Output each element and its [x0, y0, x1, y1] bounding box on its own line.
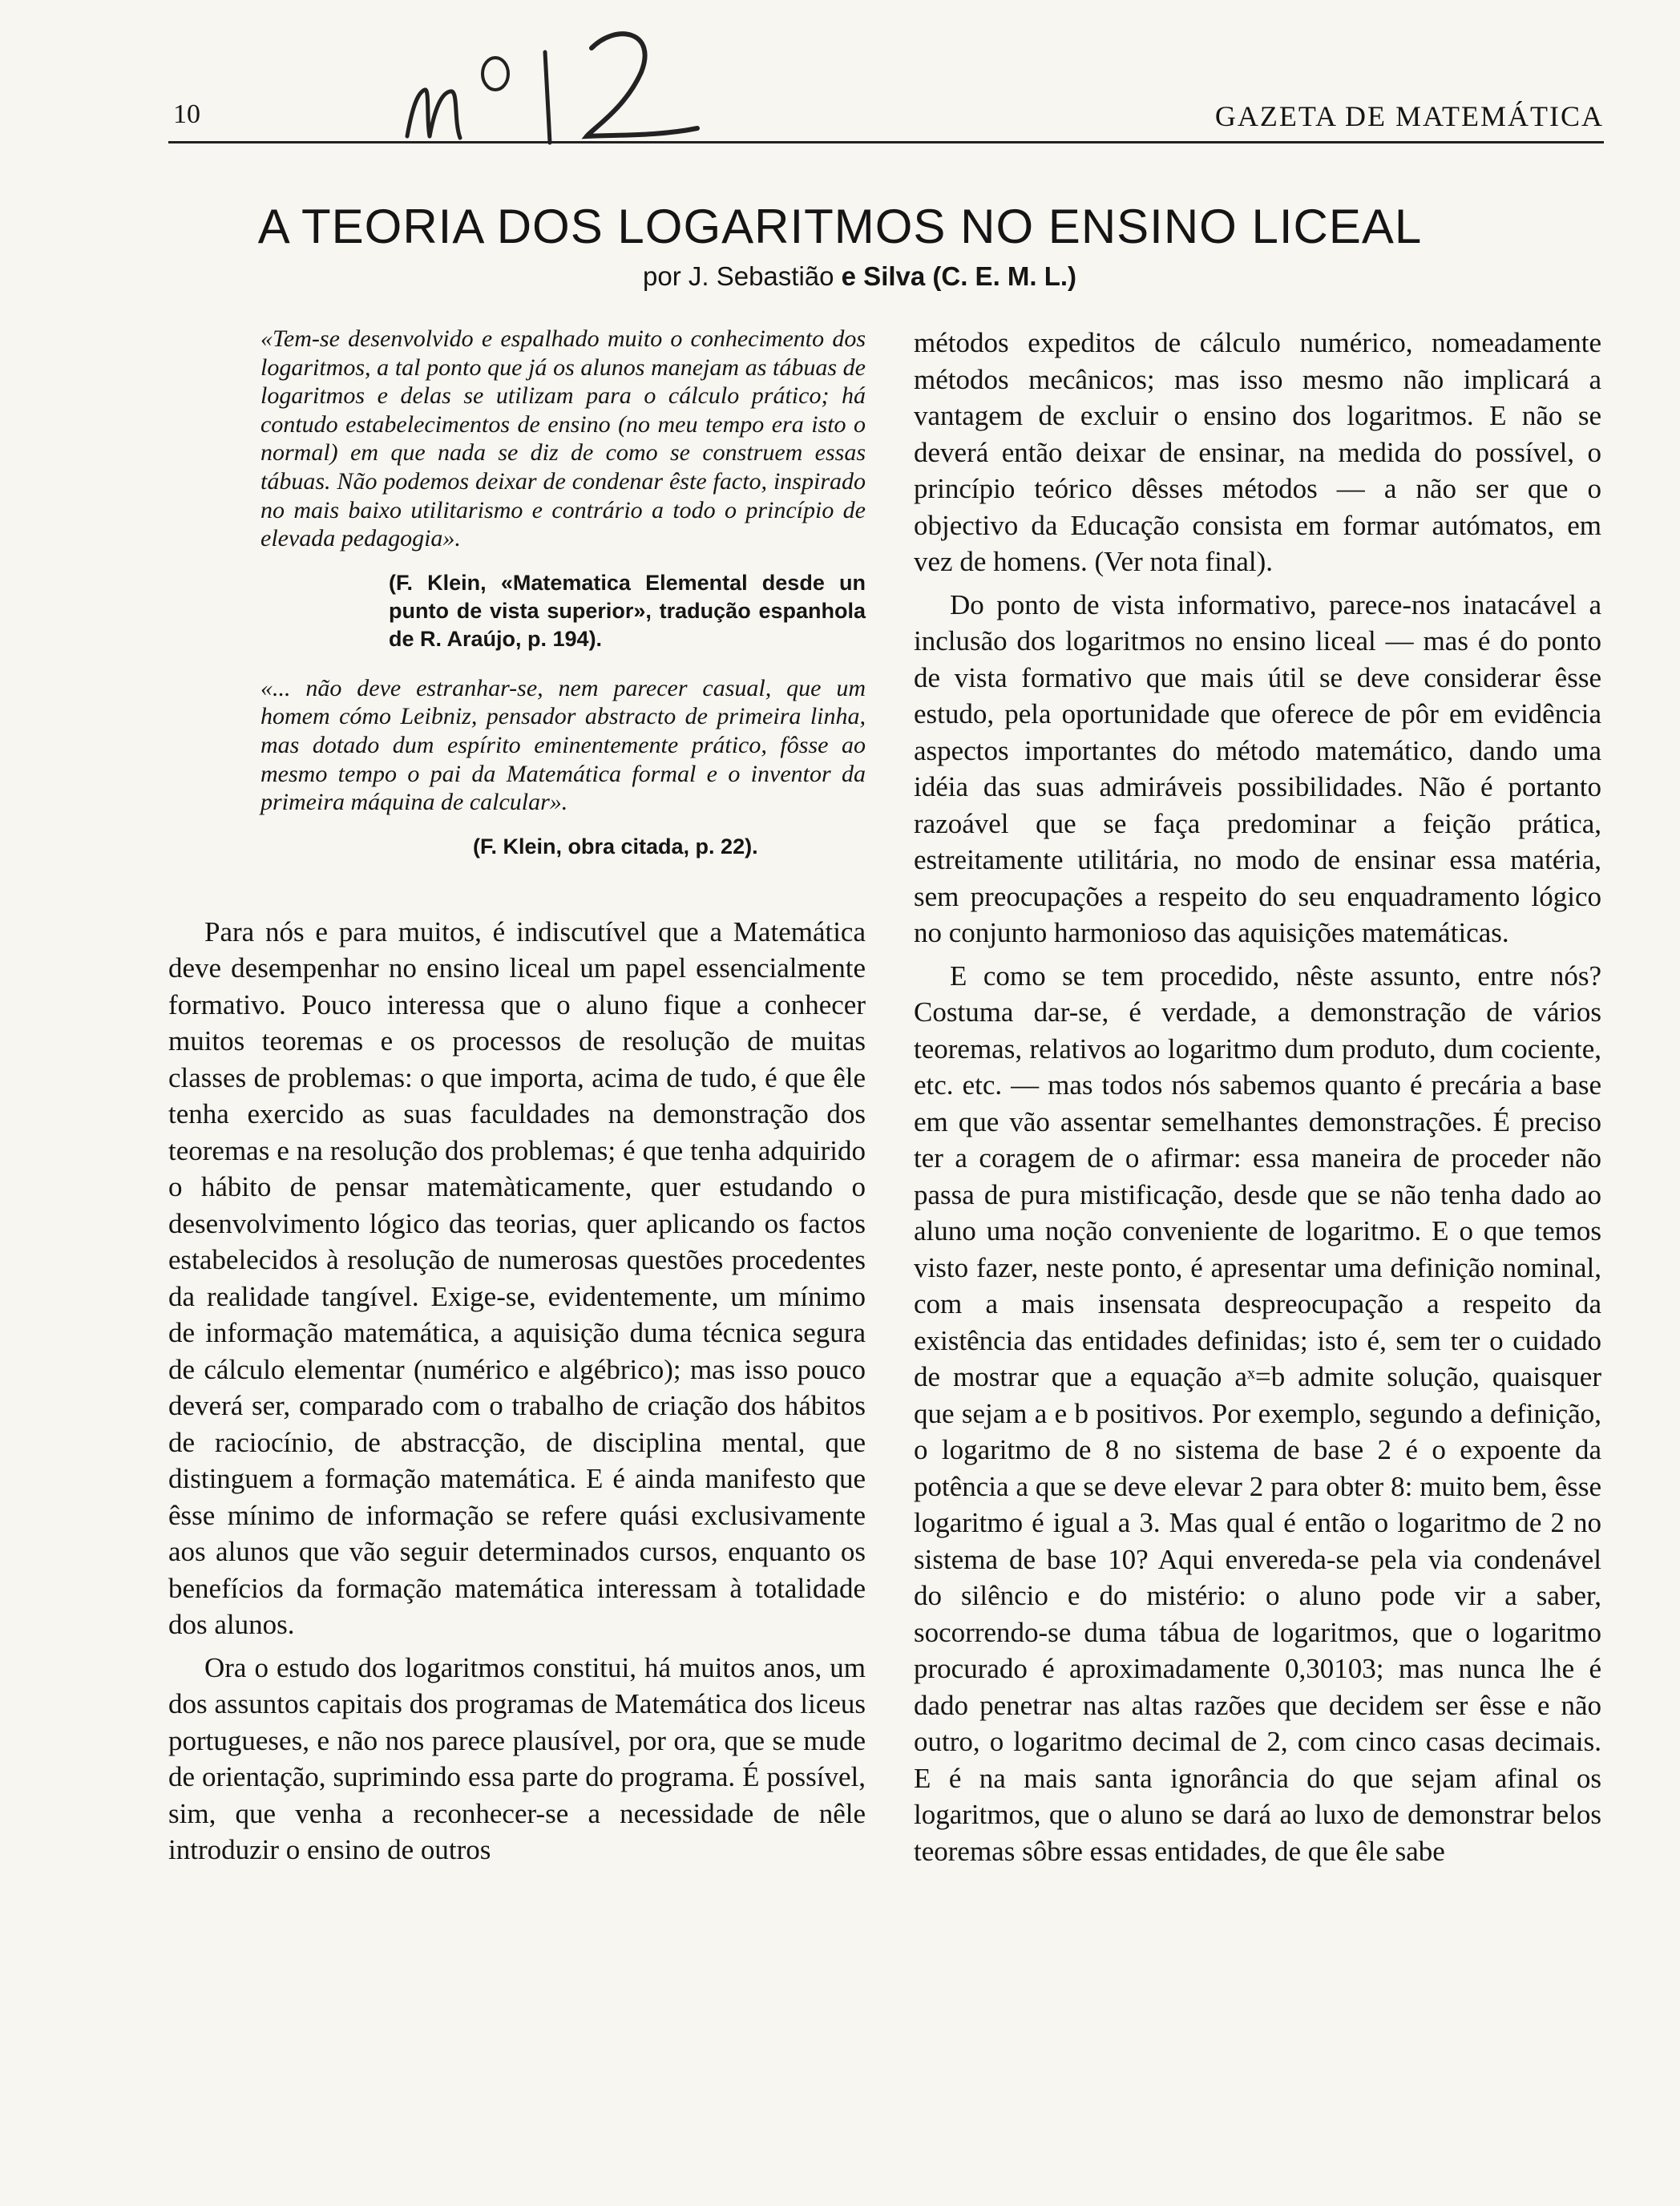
epigraph-block	[260, 325, 866, 861]
paragraph: métodos expeditos de cálculo numérico, nomeadamente métodos mecânicos; mas isso mesmo não implicará a vantagem de excluir o ensino dos logaritmos. E não se deverá então deixar de ensinar, na medida do possível, o princípio teórico dêsses métodos — a não ser que o objectivo da Educação consista em formar autómatos, em vez de homens. (Ver nota final).	[914, 327, 1601, 577]
paragraph: Ora o estudo dos logaritmos constitui, há muitos anos, um dos assuntos capitais dos programas de Matemática dos liceus portugueses, e não nos parece plausível, por ora, que se mude de orientação, suprimindo essa parte do programa. É possível, sim, que venha a reconhecer-se a necessidade de nêle introduzir o ensino de outros	[168, 1651, 866, 1866]
left-column	[168, 325, 866, 1869]
right-column	[914, 325, 1601, 1869]
right-body-text	[914, 325, 1601, 1869]
page-number: 10	[173, 99, 200, 129]
epigraph-quote: «... não deve estranhar-se, nem parecer casual, que um homem cómo Leibniz, pensador abstracto de primeira linha, mas dotado dum espírito eminentemente prático, fôsse ao mesmo tempo o pai da Matemática formal e o inventor da primeira máquina de calcular».	[260, 674, 866, 816]
epigraph-citation: (F. Klein, «Matematica Elemental desde un punto de vista superior», tradução espanhola de R. Araújo, p. 194).	[389, 570, 866, 651]
byline	[643, 261, 1076, 292]
header-rule	[168, 141, 1604, 143]
article-title: A TEORIA DOS LOGARITMOS NO ENSINO LICEAL	[257, 200, 1423, 253]
byline-author: e Silva (C. E. M. L.)	[841, 261, 1077, 291]
running-head: GAZETA DE MATEMÁTICA	[1214, 100, 1604, 132]
paragraph: Para nós e para muitos, é indiscutível que a Matemática deve desempenhar no ensino liceal um papel essencialmente formativo. Pouco interessa que o aluno fique a conhecer muitos teoremas e os processos de resolução de muitas classes de problemas: o que importa, acima de tudo, é que êle tenha exercido as suas faculdades na demonstração dos teoremas e na resolução dos problemas; é que tenha adquirido o hábito de pensar matemàticamente, quer estudando o desenvolvimento lógico das teorias, quer aplicando os factos estabelecidos à resolução de numerosas questões procedentes da realidade tangível. Exige-se, evidentemente, um mínimo de informação matemática, a aquisição duma técnica segura de cálculo elementar (numérico e algébrico); mas isso pouco deverá ser, comparado com o trabalho de criação dos hábitos de raciocínio, de abstracção, de disciplina mental, que distinguem a formação matemática. E é ainda manifesto que êsse mínimo de informação se refere quási exclusivamente aos alunos que vão seguir determinados cursos, enquanto os benefícios da formação matemática interessam à totalidade dos alunos.	[168, 915, 866, 1641]
paragraph: E como se tem procedido, nêste assunto, entre nós? Costuma dar-se, é verdade, a demonstração de vários teoremas, relativos ao logaritmo dum produto, dum cociente, etc. etc. — mas todos nós sabemos quanto é precária a base em que vão assentar semelhantes demonstrações. É preciso ter a coragem de o afirmar: essa maneira de proceder não passa de pura mistificação, desde que se não tenha dado ao aluno uma noção conveniente de logaritmo. E o que temos visto fazer, neste ponto, é apresentar uma definição nominal, com a mais insensata despreocupação a respeito da existência das entidades definidas; isto é, sem ter o cuidado de mostrar que a equação aˣ=b admite solução, quaisquer que sejam a e b positivos. Por exemplo, segundo a definição, o logaritmo de 8 no sistema de base 2 é o expoente da potência a que se deve elevar 2 para obter 8: muito bem, êsse logaritmo é igual a 3. Mas qual é então o logaritmo de 2 no sistema de base 10? Aqui envereda-se pela via condenável do silêncio e do mistério: o aluno pode vir a saber, socorrendo-se duma tábua de logaritmos, que o logaritmo procurado é aproximadamente 0,30103; mas nunca lhe é dado penetrar nas altas razões que decidem ser êsse e não outro, o logaritmo decimal de 2, com cinco casas decimais. E é na mais santa ignorância do que sejam afinal os logaritmos, que o aluno se dará ao luxo de demonstrar belos teoremas sôbre essas entidades, de que êle sabe	[914, 960, 1601, 1867]
epigraph-citation: (F. Klein, obra citada, p. 22).	[473, 834, 758, 859]
handwritten-issue-number	[377, 16, 713, 152]
left-body-text	[168, 914, 866, 1869]
epigraph-quote: «Tem-se desenvolvido e espalhado muito o conhecimento dos logaritmos, a tal ponto que já os alunos manejam as tábuas de logaritmos e delas se utilizam para o cálculo prático; há contudo estabelecimentos de ensino (no meu tempo era isto o normal) em que nada se diz de como se construem essas tábuas. Não podemos deixar de condenar êste facto, inspirado no mais baixo utilitarismo e contrário a todo o princípio de elevada pedagogia».	[260, 325, 866, 552]
paragraph: Do ponto de vista informativo, parece-nos inatacável a inclusão dos logaritmos no ensino liceal — mas é do ponto de vista formativo que mais útil se deve considerar êsse estudo, pela oportunidade que oferece de pôr em evidência aspectos importantes do método matemático, dando uma idéia das suas admiráveis possibilidades. Não é portanto razoável que se faça predominar a feição prática, estreitamente utilitária, no modo de ensinar essa matéria, sem preocupações a respeito do seu enquadramento lógico no conjunto harmonioso das aquisições matemáticas.	[914, 588, 1601, 948]
byline-prefix: por J. Sebastião	[643, 261, 834, 291]
